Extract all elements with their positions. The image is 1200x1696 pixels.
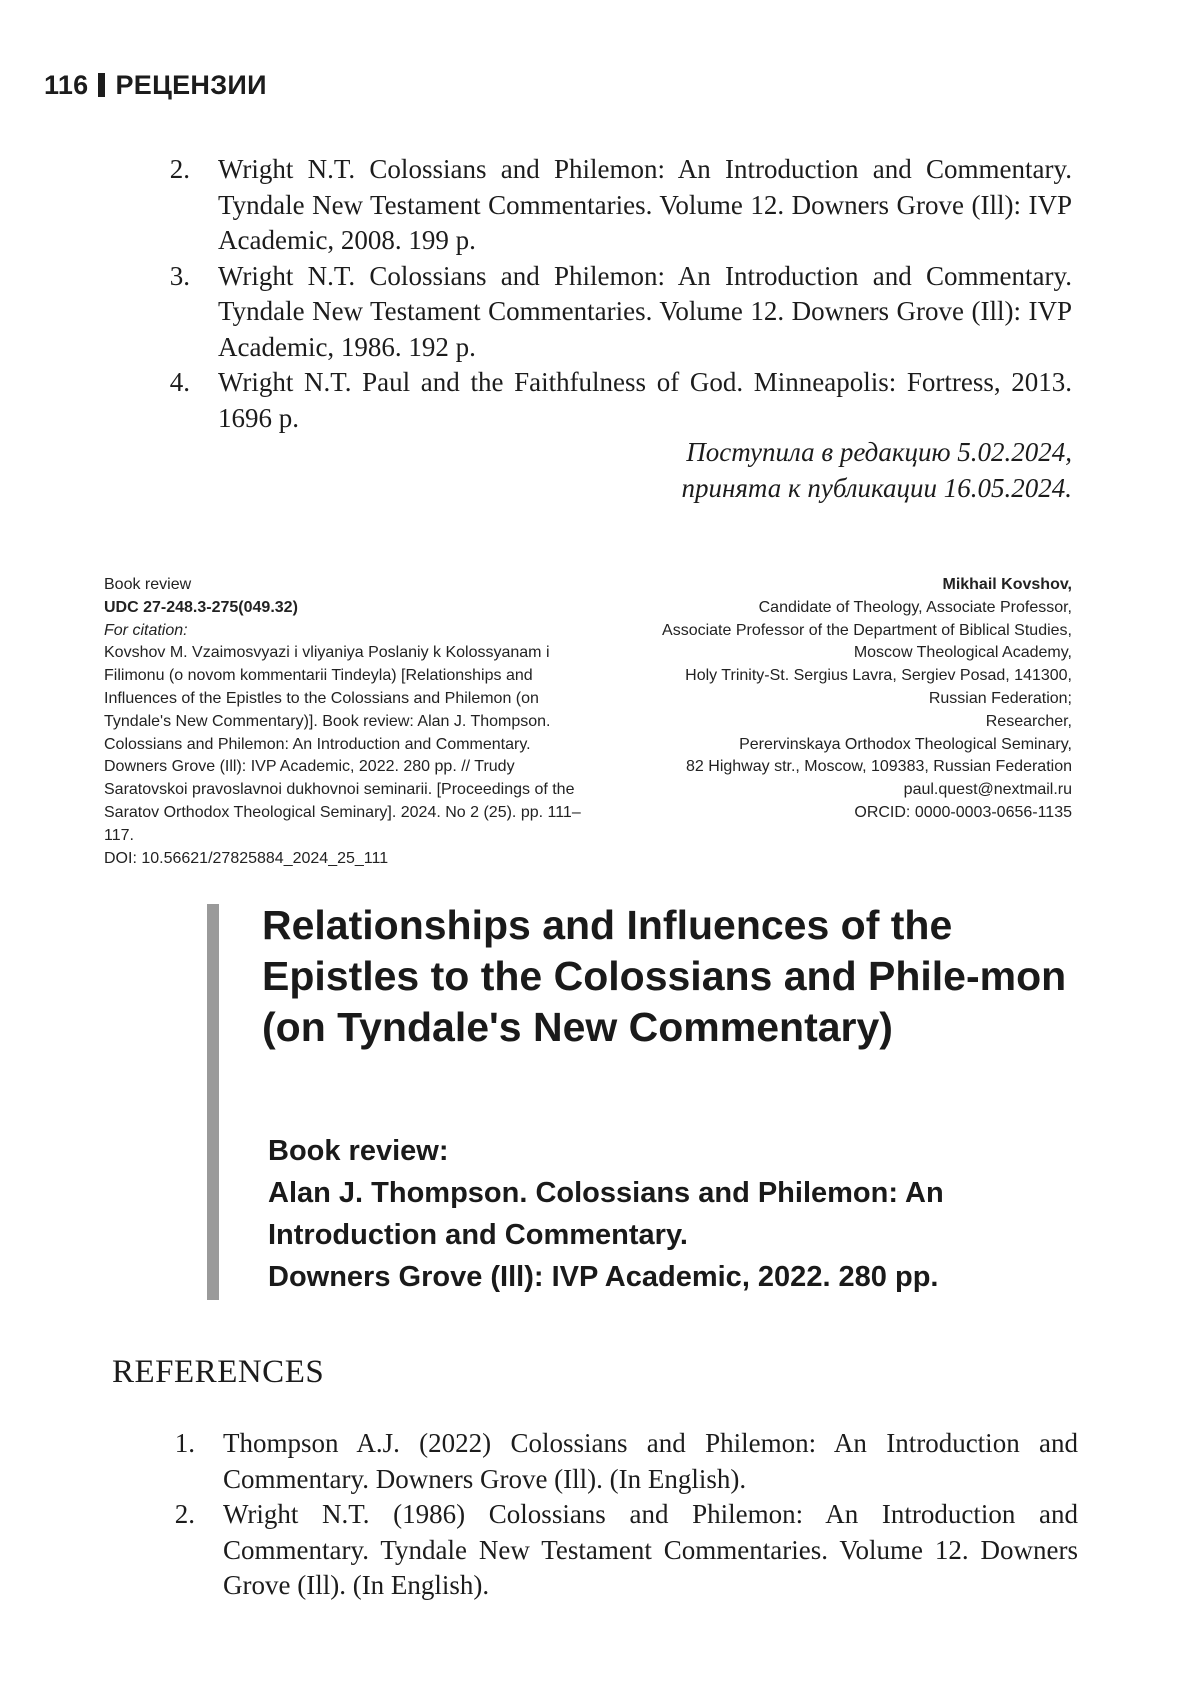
book-review-label: Book review: (268, 1135, 449, 1167)
author-line: Candidate of Theology, Associate Professor, (758, 598, 1072, 616)
author-email: paul.quest@nextmail.ru (903, 781, 1072, 799)
book-review-publisher: Downers Grove (Ill): IVP Academic, 2022. 280 pp. (268, 1261, 939, 1293)
reference-text: Wright N.T. Colossians and Philemon: An Introduction and Commentary. Tyndale New Testament Commentaries. Volume 12. Downers Grove (Ill): IVP Academic, 2008. 199 p. (218, 154, 1072, 255)
doi: DOI: 10.56621/27825884_2024_25_111 (104, 849, 389, 867)
top-reference-list (160, 152, 1072, 436)
author-orcid: ORCID: 0000-0003-0656-1135 (854, 803, 1072, 821)
author-line: 82 Highway str., Moscow, 109383, Russian Federation (686, 758, 1072, 776)
list-item (160, 365, 1072, 436)
reference-number: 4. (169, 367, 190, 397)
section-title: РЕЦЕНЗИИ (115, 70, 267, 100)
udc-code: UDC 27-248.3-275(049.32) (104, 598, 298, 616)
reference-text: Wright N.T. Paul and the Faithfulness of God. Minneapolis: Fortress, 2013. 1696 p. (218, 367, 1072, 433)
author-line: Moscow Theological Academy, (853, 644, 1072, 662)
title-accent-bar (207, 904, 219, 1300)
author-line: Researcher, (985, 712, 1072, 730)
references-heading: REFERENCES (112, 1354, 325, 1390)
received-date-note (681, 434, 1072, 506)
list-item (165, 1497, 1078, 1604)
received-line: Поступила в редакцию 5.02.2024, (686, 437, 1072, 467)
reference-text: Wright N.T. Colossians and Philemon: An Introduction and Commentary. Tyndale New Testament Commentaries. Volume 12. Downers Grove (Ill): IVP Academic, 1986. 192 p. (218, 260, 1072, 362)
author-block (602, 574, 1072, 825)
running-header (44, 68, 267, 102)
article-type: Book review (104, 576, 192, 593)
header-divider (98, 73, 105, 97)
citation-block (104, 574, 590, 870)
book-review-title: Alan J. Thompson. Colossians and Philemon: An Introduction and Commentary. (268, 1177, 944, 1251)
book-review-info (268, 1130, 1068, 1298)
reference-text: Wright N.T. (1986) Colossians and Philemon: An Introduction and Commentary. Tyndale New Testament Commentaries. Volume 12. Downers Grove (Ill). (In English). (223, 1499, 1078, 1600)
references-list (165, 1426, 1078, 1604)
reference-number: 2. (169, 154, 190, 184)
reference-number: 1. (174, 1428, 195, 1458)
list-item (160, 259, 1072, 366)
reference-text: Thompson A.J. (2022) Colossians and Philemon: An Introduction and Commentary. Downers Grove (Ill). (In English). (223, 1428, 1078, 1494)
page-number: 116 (44, 70, 89, 100)
citation-label: For citation: (104, 621, 188, 639)
list-item (165, 1426, 1078, 1497)
author-line: Russian Federation; (928, 689, 1072, 707)
citation-text: Kovshov M. Vzaimosvyazi i vliyaniya Poslaniy k Kolossyanam i Filimonu (o novom kommentarii Tindeyla) [Relationships and Influences of the Epistles to the Colossians and Philemon (on Tyndale's New Commentary)]. Book review: Alan J. Thompson. Colossians and Philemon: An Introduction and Commentary. Downers Grove (Ill): IVP Academic, 2022. 280 pp. // Trudy Saratovskoi pravoslavnoi dukhovnoi seminarii. [Proceedings of the Saratov Orthodox Theological Seminary]. 2024. No 2 (25). pp. 111–117. (104, 644, 581, 844)
author-line: Perervinskaya Orthodox Theological Seminary, (739, 735, 1072, 753)
article-title: Relationships and Influences of the Epistles to the Colossians and Phile-mon (on Tyndale's New Commentary) (262, 902, 1067, 1050)
author-line: Associate Professor of the Department of Biblical Studies, (662, 621, 1072, 639)
author-name: Mikhail Kovshov, (942, 576, 1072, 593)
reference-number: 2. (174, 1499, 195, 1529)
list-item (160, 152, 1072, 259)
reference-number: 3. (169, 260, 190, 291)
accepted-line: принята к публикации 16.05.2024. (681, 473, 1072, 503)
author-line: Holy Trinity-St. Sergius Lavra, Sergiev Posad, 141300, (685, 667, 1072, 685)
